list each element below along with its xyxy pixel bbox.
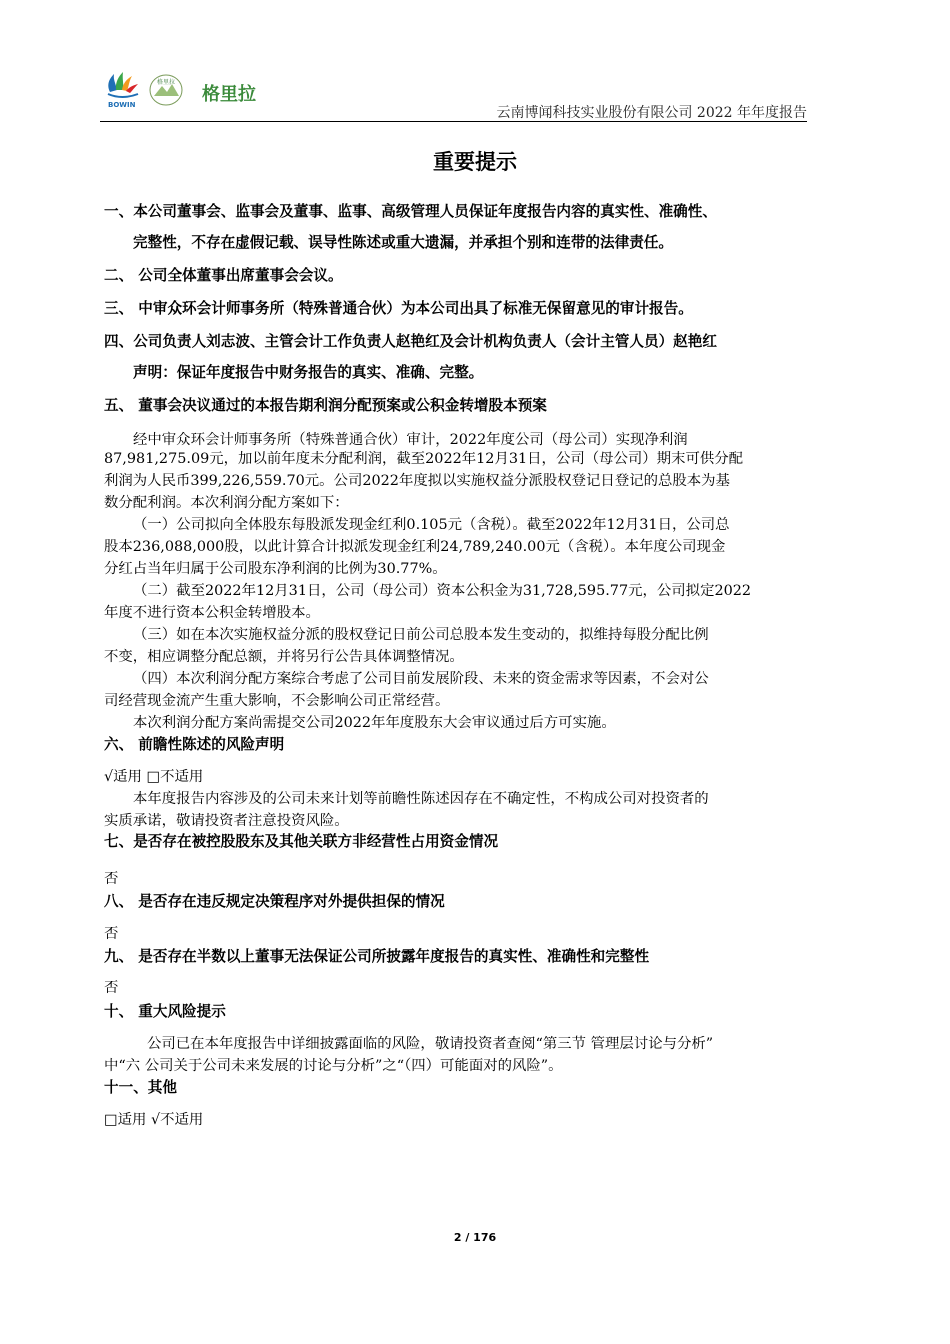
section-6-applicable: √适用 □不适用 — [104, 769, 204, 785]
section-1-line-2: 完整性，不存在虚假记载、误导性陈述或重大遗漏，并承担个别和连带的法律责任。 — [133, 234, 673, 251]
section-11-heading: 十一、其他 — [104, 1079, 177, 1096]
section-5-item-3: 不变，相应调整分配总额，并将另行公告具体调整情况。 — [104, 649, 464, 665]
company-logo-icon — [104, 70, 274, 112]
section-5-item-1: （一）公司拟向全体股东每股派发现金红利0.105元（含税）。截至2022年12月31日，公司总 — [133, 517, 730, 533]
section-5-text: 利润为人民币399,226,559.70元。公司2022年度拟以实施权益分派股权登记日登记的总股本为基 — [104, 473, 730, 489]
header-logos — [104, 70, 274, 110]
section-5-text: 数分配利润。本次利润分配方案如下： — [104, 495, 349, 511]
section-5-item-1: 股本236,088,000股，以此计算合计拟派发现金红利24,789,240.00元（含税）。本年度公司现金 — [104, 539, 726, 555]
section-5-item-4: 司经营现金流产生重大影响，不会影响公司正常经营。 — [104, 693, 450, 709]
section-6-text: 实质承诺，敬请投资者注意投资风险。 — [104, 813, 349, 829]
section-5-item-1: 分红占当年归属于公司股东净利润的比例为30.77%。 — [104, 561, 447, 577]
section-5-item-3: （三）如在本次实施权益分派的股权登记日前公司总股本发生变动的，拟维持每股分配比例 — [133, 627, 709, 643]
section-7-answer: 否 — [104, 871, 119, 887]
svg-text:格里拉: 格里拉 — [157, 79, 176, 86]
report-title: 云南博闻科技实业股份有限公司 2022 年年度报告 — [496, 105, 807, 121]
section-11-applicable: □适用 √不适用 — [104, 1112, 204, 1128]
section-8-heading: 八、 是否存在违反规定决策程序对外提供担保的情况 — [104, 893, 445, 910]
section-5-item-4: （四）本次利润分配方案综合考虑了公司目前发展阶段、未来的资金需求等因素，不会对公 — [133, 671, 709, 687]
section-4-line-1: 四、公司负责人刘志波、主管会计工作负责人赵艳红及会计机构负责人（会计主管人员）赵艳红 — [104, 333, 717, 350]
section-8-answer: 否 — [104, 926, 119, 942]
section-10-text: 公司已在本年度报告中详细披露面临的风险，敬请投资者查阅“第三节 管理层讨论与分析” — [147, 1036, 714, 1052]
section-2: 二、 公司全体董事出席董事会会议。 — [104, 267, 343, 284]
section-9-answer: 否 — [104, 980, 119, 996]
section-5-text: 经中审众环会计师事务所（特殊普通合伙）审计，2022年度公司（母公司）实现净利润 — [133, 432, 688, 448]
section-5-text: 87,981,275.09元，加以前年度未分配利润，截至2022年12月31日，公司（母公司）期末可供分配 — [104, 451, 744, 467]
section-10-text: 中“六 公司关于公司未来发展的讨论与分析”之“（四）可能面对的风险”。 — [104, 1058, 563, 1074]
section-1-line-1: 一、本公司董事会、监事会及董事、监事、高级管理人员保证年度报告内容的真实性、准确性、 — [104, 203, 717, 220]
section-5-item-2: （二）截至2022年12月31日，公司（母公司）资本公积金为31,728,595.77元，公司拟定2022 — [133, 583, 752, 599]
page-number: 2 / 176 — [453, 1231, 497, 1244]
section-10-heading: 十、 重大风险提示 — [104, 1003, 226, 1020]
section-5-item-2: 年度不进行资本公积金转增股本。 — [104, 605, 320, 621]
section-3: 三、 中审众环会计师事务所（特殊普通合伙）为本公司出具了标准无保留意见的审计报告。 — [104, 300, 693, 317]
header-divider — [100, 121, 807, 122]
section-9-heading: 九、 是否存在半数以上董事无法保证公司所披露年度报告的真实性、准确性和完整性 — [104, 948, 650, 965]
svg-text:BOWIN: BOWIN — [108, 101, 136, 109]
svg-text:格里拉: 格里拉 — [202, 84, 256, 105]
section-6-heading: 六、 前瞻性陈述的风险声明 — [104, 736, 285, 753]
section-6-text: 本年度报告内容涉及的公司未来计划等前瞻性陈述因存在不确定性，不构成公司对投资者的 — [133, 791, 709, 807]
section-7-heading: 七、是否存在被控股股东及其他关联方非经营性占用资金情况 — [104, 833, 499, 850]
section-4-line-2: 声明：保证年度报告中财务报告的真实、准确、完整。 — [133, 364, 484, 381]
section-5-heading: 五、 董事会决议通过的本报告期利润分配预案或公积金转增股本预案 — [104, 397, 547, 414]
page-title: 重要提示 — [433, 150, 517, 174]
section-5-text: 本次利润分配方案尚需提交公司2022年年度股东大会审议通过后方可实施。 — [133, 715, 616, 731]
